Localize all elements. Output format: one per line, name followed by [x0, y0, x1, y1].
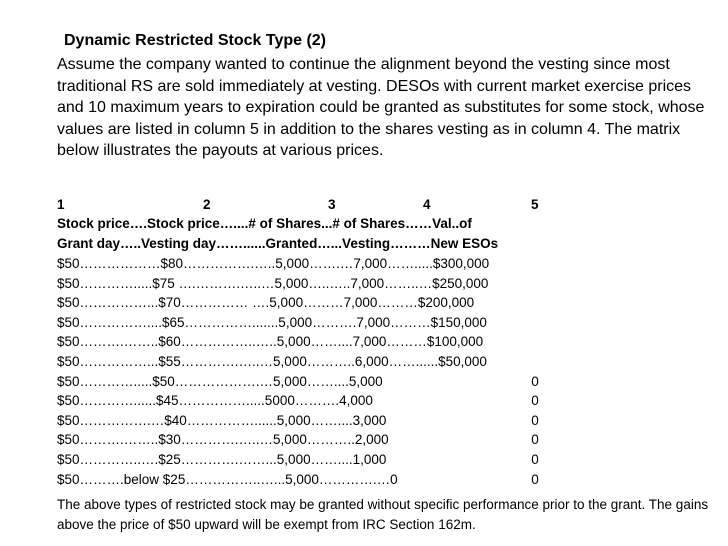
row-text: $50…………….…$40……………......5,000……....3,000	[57, 412, 387, 428]
intro-paragraph: Assume the company wanted to continue the alignment beyond the vesting since most traditional RS are sold immediately at vesting. DESOs with current market exercise prices and 10 maximum years to expiration could be granted as substitutes for some stock, whose values are listed in column 5 in addition to the shares vesting as in column 4. The matrix below illustrates the payouts at various prices.	[57, 56, 705, 160]
row-text: $50……….……..$30………….…..…5,000………..2,000	[57, 432, 389, 448]
row-text: $50……….……..$60……………..…..5,000……....7,000………$100,000	[57, 334, 484, 350]
column-number-3: 3	[328, 197, 336, 212]
row-text: $50……………...$70…………… ….5,000………7,000………$200,000	[57, 295, 475, 311]
row-value: 0	[531, 471, 539, 487]
row-text: $50………….....$50……………….…5,000……....5,000	[57, 373, 383, 389]
column-numbers	[0, 197, 728, 215]
row-text: $50……………....$65…………….......5,000……….7,000………$150,000	[57, 314, 487, 330]
table-row	[0, 393, 728, 413]
slide-title: Dynamic Restricted Stock Type (2)	[64, 32, 327, 49]
row-text: $50…………..….$25………….……...5,000……....1,000	[57, 451, 387, 467]
table-row	[0, 256, 728, 276]
row-value: 0	[531, 432, 539, 448]
table-row	[0, 413, 728, 433]
row-text: $50…………......$45…………….....5000……….4,000	[57, 393, 373, 409]
table-row	[0, 315, 728, 335]
table-row	[0, 432, 728, 452]
footer-paragraph: The above types of restricted stock may be granted without specific performance prior to the grant. The gains above the price of $50 upward will be exempt from IRC Section 162m.	[57, 497, 709, 532]
table-row	[0, 472, 728, 492]
row-value: 0	[531, 412, 539, 428]
row-text: $50………….....$75 ….……….…..…5,000…..…..7,000……..…$250,000	[57, 275, 489, 291]
row-value: 0	[531, 451, 539, 467]
column-number-4: 4	[423, 197, 431, 212]
table-row	[0, 374, 728, 394]
row-text: $50………………$80…………….…..5,000…….…7,000…….....$300,000	[57, 256, 490, 271]
table-row	[0, 452, 728, 472]
row-value: 0	[531, 393, 539, 409]
table-row	[0, 295, 728, 315]
row-value: 0	[531, 373, 539, 389]
table-row	[0, 334, 728, 354]
table-header-line-1: Stock price….Stock price…....# of Shares...# of Shares……Val..of	[57, 216, 472, 231]
table-row	[0, 276, 728, 296]
row-text: $50……………...$55………….…..…5,000………..6,000……......$50,000	[57, 353, 487, 369]
column-number-1: 1	[57, 197, 65, 212]
table-row	[0, 354, 728, 374]
payout-matrix	[0, 256, 728, 491]
row-text: $50……….below $25……………..…...5,000………….…0	[57, 471, 398, 487]
table-header-line-2: Grant day…..Vesting day……......Granted…...Vesting………New ESOs	[57, 236, 499, 251]
column-number-5: 5	[531, 197, 539, 212]
column-number-2: 2	[203, 197, 211, 212]
